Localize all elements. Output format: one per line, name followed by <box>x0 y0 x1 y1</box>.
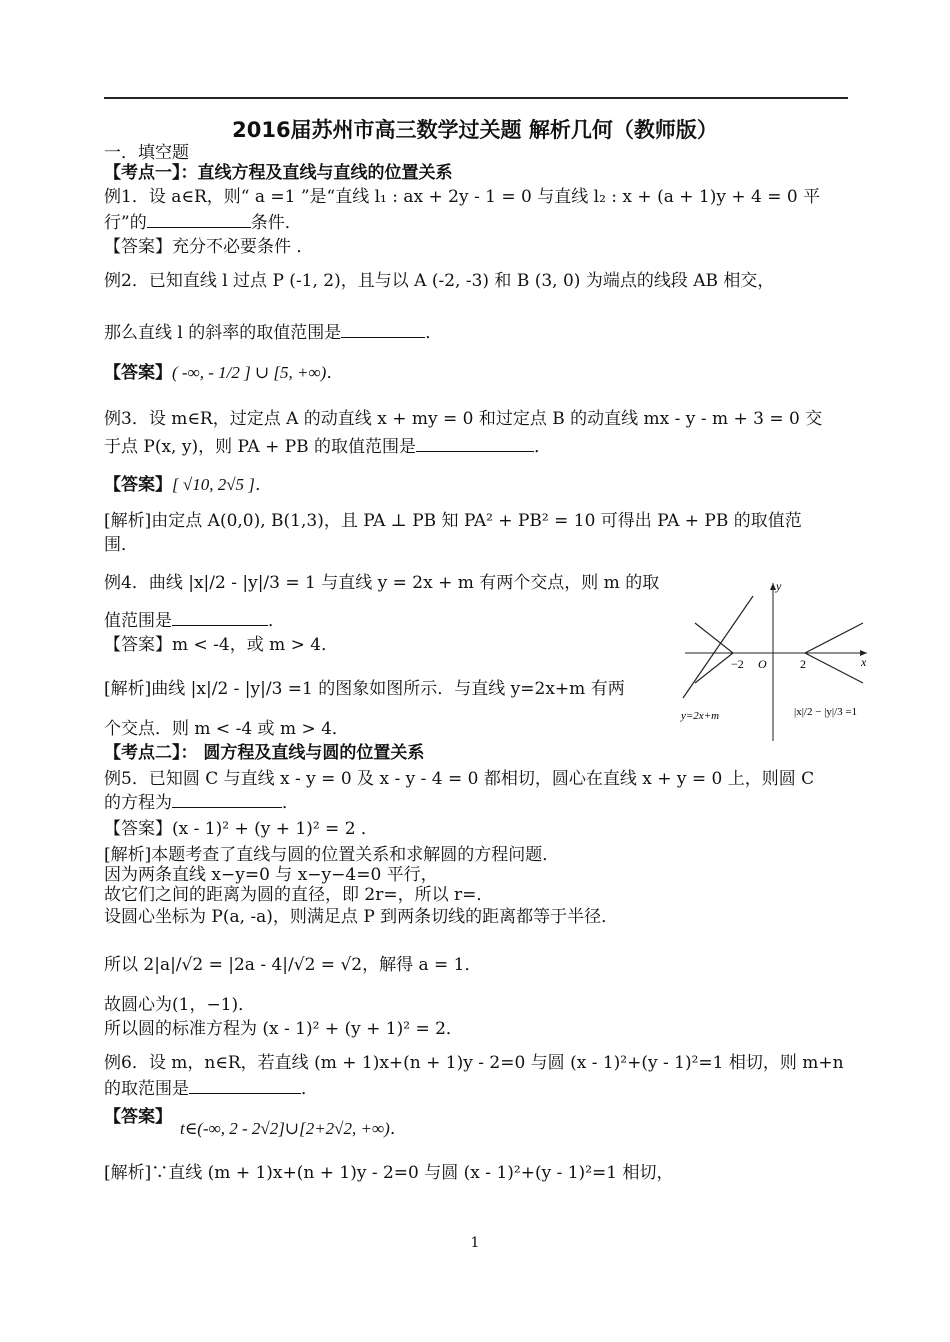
answer-6-label: 【答案】 <box>104 1107 172 1127</box>
fig-label-line: y=2x+m <box>681 710 720 722</box>
line-y-2x-m <box>683 596 753 698</box>
fig-label-origin: O <box>758 657 767 671</box>
page-title: 2016届苏州市高三数学过关题 解析几何（教师版） <box>232 118 718 142</box>
answer-3: 【答案】[ √10, 2√5 ]． <box>104 475 272 495</box>
example-2-line-2: 那么直线 l 的斜率的取值范围是 ． <box>104 323 443 343</box>
answer-6: t∈(-∞, 2 - 2√2]∪[2+2√2, +∞)． <box>180 1119 407 1138</box>
example-3-line-1: 例3．设 m∈R，过定点 A 的动直线 x + my = 0 和过定点 B 的动直线 mx - y - m + 3 = 0 交 <box>104 409 823 429</box>
answer-blank <box>416 437 534 452</box>
answer-1: 【答案】充分不必要条件 ． <box>104 237 314 257</box>
example-5-line-1: 例5．已知圆 C 与直线 x - y = 0 及 x - y - 4 = 0 都相切，圆心在直线 x + y = 0 上，则圆 C <box>104 769 815 789</box>
solution-5-line-2: 因为两条直线 x−y=0 与 x−y−4=0 平行， <box>104 865 438 885</box>
example-6-line-1: 例6．设 m，n∈R，若直线 (m + 1)x+(n + 1)y - 2=0 与圆 (x - 1)²+(y - 1)²=1 相切，则 m+n <box>104 1053 844 1073</box>
solution-5-line-4: 设圆心坐标为 P(a, -a)，则满足点 P 到两条切线的距离都等于半径． <box>104 907 619 927</box>
solution-5-line-7: 所以圆的标准方程为 (x - 1)² + (y + 1)² = 2． <box>104 1019 463 1039</box>
answer-blank <box>147 213 251 228</box>
fig-label-x: x <box>861 655 867 669</box>
example-3-line-2: 于点 P(x, y)，则 PA + PB 的取值范围是 ． <box>104 437 552 457</box>
solution-6-line-1: [解析]∵直线 (m + 1)x+(n + 1)y - 2=0 与圆 (x - 1)²+(y - 1)²=1 相切， <box>104 1163 674 1183</box>
section-heading: 一．填空题 <box>104 143 189 163</box>
example-4-line-2: 值范围是 ． <box>104 611 285 631</box>
example-1-line-2: 行”的 条件． <box>104 213 302 233</box>
example-5-line-2: 的方程为 ． <box>104 793 299 813</box>
answer-2: 【答案】( -∞, - 1/2 ] ∪ [5, +∞)． <box>104 363 344 383</box>
fig-label-pos2: 2 <box>800 657 806 671</box>
topic-1-heading: 【考点一】：直线方程及直线与直线的位置关系 <box>104 163 453 183</box>
solution-5-line-6: 故圆心为(1，−1)． <box>104 995 256 1015</box>
solution-3-line-2: 围． <box>104 535 138 555</box>
example-2-line-1: 例2．已知直线 l 过点 P (-1, 2)，且与以 A (-2, -3) 和 B (3, 0) 为端点的线段 AB 相交， <box>104 271 775 291</box>
answer-blank <box>341 323 425 338</box>
example-4-line-1: 例4．曲线 |x|/2 - |y|/3 = 1 与直线 y = 2x + m 有两个交点，则 m 的取 <box>104 573 660 593</box>
solution-3-line-1: [解析]由定点 A(0,0), B(1,3)，且 PA ⊥ PB 知 PA² + PB² = 10 可得出 PA + PB 的取值范 <box>104 511 802 531</box>
solution-4-line-1: [解析]曲线 |x|/2 - |y|/3 =1 的图象如图所示．与直线 y=2x+m 有两 <box>104 679 625 699</box>
solution-4-line-2: 个交点．则 m < -4 或 m > 4． <box>104 719 349 739</box>
fig-label-neg2: −2 <box>731 657 744 671</box>
answer-5: 【答案】(x - 1)² + (y + 1)² = 2 ． <box>104 819 378 839</box>
answer-blank <box>172 793 282 808</box>
answer-blank <box>172 611 268 626</box>
hyperbola-figure <box>675 578 875 743</box>
topic-2-heading: 【考点二】： 圆方程及直线与圆的位置关系 <box>104 743 425 763</box>
solution-5-line-3: 故它们之间的距离为圆的直径，即 2r=，所以 r=． <box>104 885 494 905</box>
top-rule <box>104 97 848 99</box>
fig-label-equation: |x|/2 − |y|/3 =1 <box>794 706 858 718</box>
solution-5-line-5: 所以 2|a|/√2 = |2a - 4|/√2 = √2，解得 a = 1． <box>104 955 482 975</box>
solution-5-line-1: [解析]本题考查了直线与圆的位置关系和求解圆的方程问题． <box>104 845 560 865</box>
answer-blank <box>189 1079 301 1094</box>
example-1-line-1: 例1．设 a∈R，则“ a =1 ”是“直线 l₁ : ax + 2y - 1 = 0 与直线 l₂ : x + (a + 1)y + 4 = 0 平 <box>104 187 821 207</box>
page-number: 1 <box>470 1235 480 1251</box>
fig-label-y: y <box>776 579 782 593</box>
answer-4: 【答案】m < -4，或 m > 4． <box>104 635 339 655</box>
example-6-line-2: 的取范围是 ． <box>104 1079 318 1099</box>
